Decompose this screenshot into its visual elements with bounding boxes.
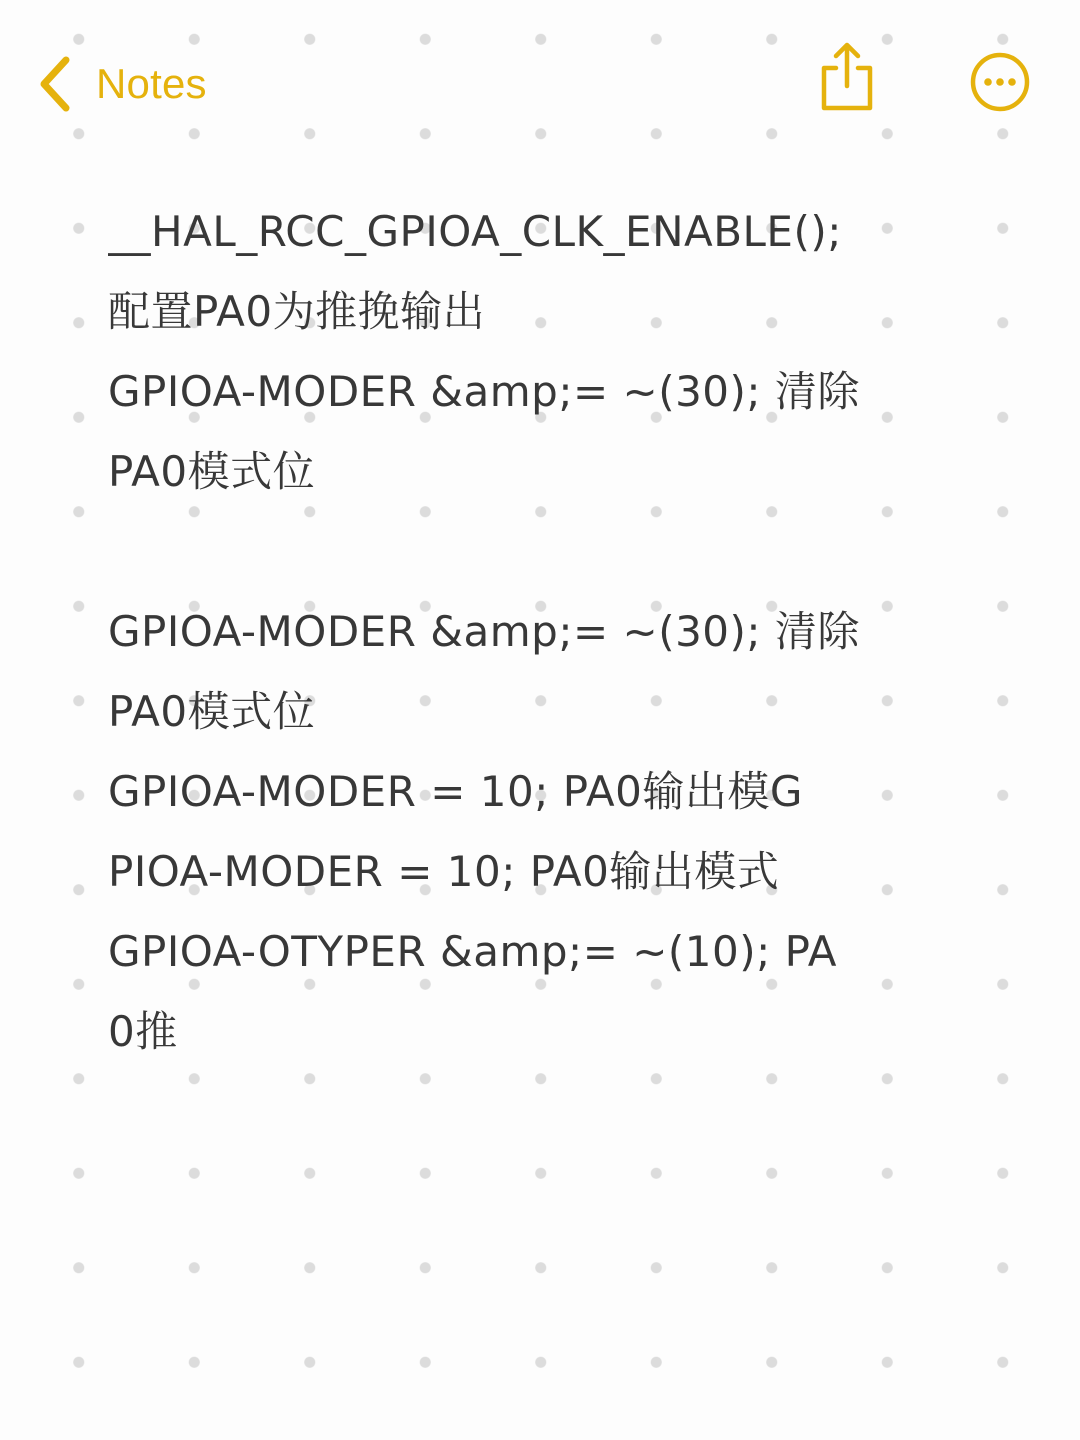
note-line: PIOA-MODER = 10; PA0输出模式	[108, 847, 780, 896]
share-icon[interactable]	[816, 40, 878, 112]
note-blank-line	[108, 512, 1008, 592]
note-line: PA0模式位	[108, 447, 316, 496]
ellipsis-circle-icon[interactable]	[969, 51, 1031, 113]
back-button[interactable]	[36, 52, 207, 116]
note-line: 配置PA0为推挽输出	[108, 287, 486, 336]
note-line: GPIOA-MODER &amp;= ~(30); 清除	[108, 367, 860, 416]
chevron-left-icon	[36, 54, 76, 114]
note-line: __HAL_RCC_GPIOA_CLK_ENABLE();	[108, 207, 842, 256]
note-line: GPIOA-OTYPER &amp;= ~(10); PA	[108, 927, 838, 976]
note-content[interactable]	[108, 192, 1008, 1072]
back-label: Notes	[96, 60, 207, 107]
note-line: 0推	[108, 1007, 178, 1056]
note-line: GPIOA-MODER &amp;= ~(30); 清除	[108, 607, 860, 656]
note-line: GPIOA-MODER = 10; PA0输出模G	[108, 767, 803, 816]
note-line: PA0模式位	[108, 687, 316, 736]
navigation-bar	[0, 0, 1080, 160]
